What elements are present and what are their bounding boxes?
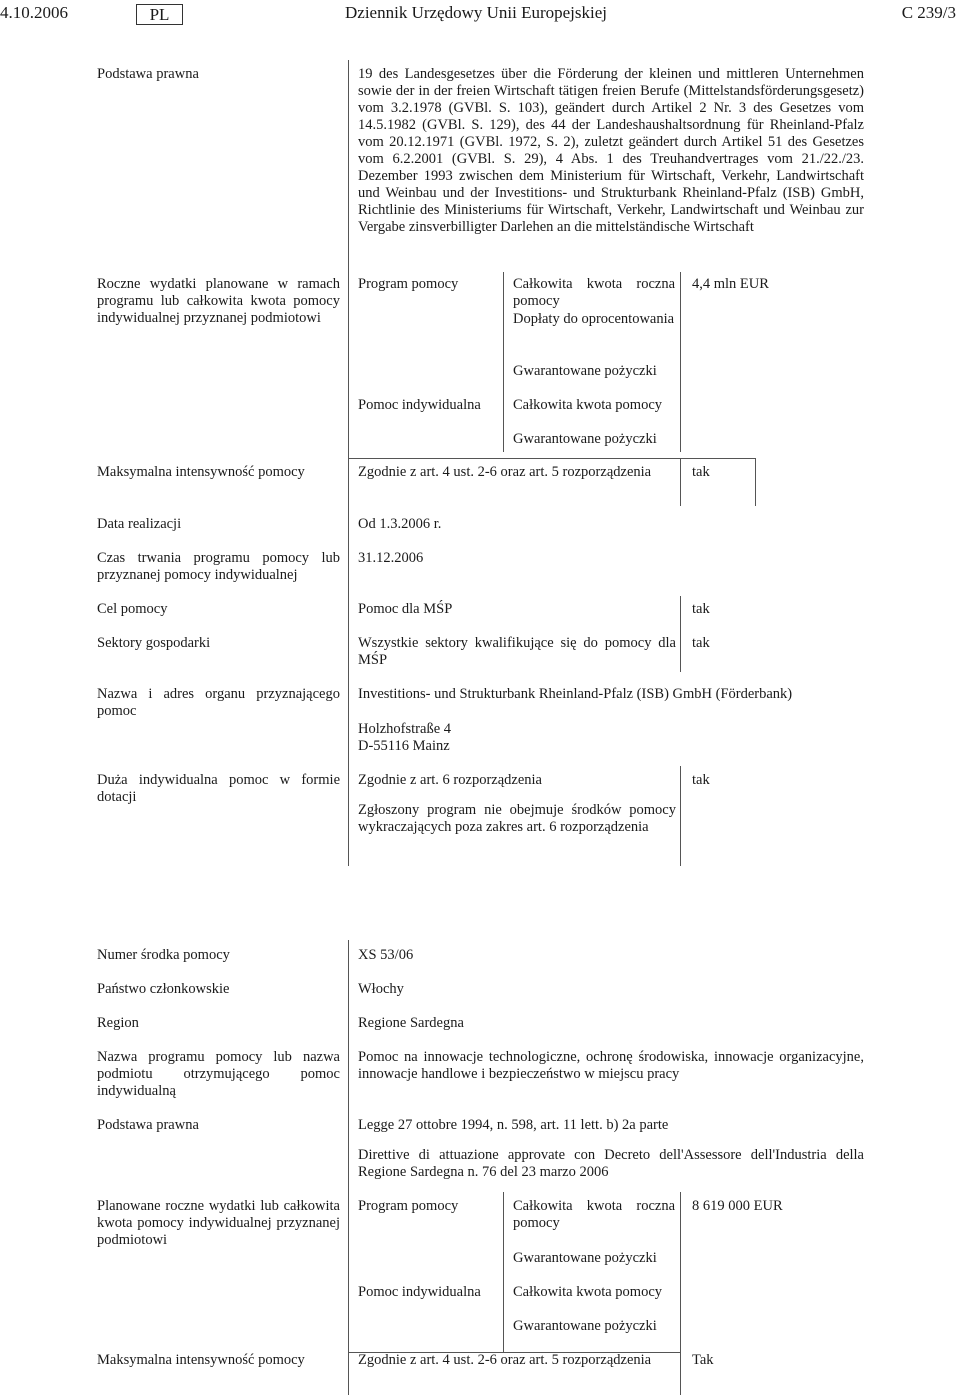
duration-value: 31.12.2006 <box>358 550 424 566</box>
interest-subsidy: Dopłaty do oprocentowania <box>513 311 675 327</box>
sectors-yes: tak <box>692 635 710 651</box>
authority-name: Investitions- und Strukturbank Rheinland-Pfalz (ISB) GmbH (Förderbank) <box>358 686 793 702</box>
individual-aid-label: Pomoc indywidualna <box>358 397 481 413</box>
guaranteed-loans: Gwarantowane pożyczki <box>513 1318 657 1334</box>
column-divider <box>680 766 681 866</box>
column-divider <box>503 1192 504 1352</box>
measure-number-label: Numer środka pomocy <box>97 947 230 963</box>
large-aid-value: Zgodnie z art. 6 rozporządzenia <box>358 772 542 788</box>
member-state-label: Państwo członkowskie <box>97 981 230 997</box>
authority-label: Nazwa i adres organu przyznającego pomoc <box>97 686 340 719</box>
column-divider <box>503 272 504 452</box>
legal-basis-value: Legge 27 ottobre 1994, n. 598, art. 11 lett. b) 2a parte <box>358 1117 669 1133</box>
large-aid-note: Zgłoszony program nie obejmuje środków pomocy wykraczających poza zakres art. 6 rozporządzenia <box>358 802 676 835</box>
total-aid: Całkowita kwota pomocy <box>513 397 663 413</box>
guaranteed-loans: Gwarantowane pożyczki <box>513 1250 657 1266</box>
large-aid-label: Duża indywidualna pomoc w formie dotacji <box>97 772 340 805</box>
objective-yes: tak <box>692 601 710 617</box>
aid-amount: 4,4 mln EUR <box>692 276 769 292</box>
max-intensity-yes: Tak <box>692 1352 714 1368</box>
authority-city: D-55116 Mainz <box>358 738 450 754</box>
member-state-value: Włochy <box>358 981 404 997</box>
authority-street: Holzhofstraße 4 <box>358 721 452 737</box>
region-value: Regione Sardegna <box>358 1015 464 1031</box>
max-intensity-yes: tak <box>692 464 710 480</box>
max-intensity-label: Maksymalna intensywność pomocy <box>97 464 305 480</box>
column-divider <box>680 1352 681 1395</box>
impl-date-label: Data realizacji <box>97 516 182 532</box>
sectors-value: Wszystkie sektory kwalifikujące się do pomocy dla MŚP <box>358 635 676 668</box>
max-intensity-value: Zgodnie z art. 4 ust. 2-6 oraz art. 5 rozporządzenia <box>358 1352 652 1368</box>
sectors-label: Sektory gospodarki <box>97 635 211 651</box>
issue-date: 4.10.2006 <box>0 3 68 22</box>
page-reference: C 239/3 <box>901 3 956 22</box>
total-annual-aid: Całkowita kwota roczna pomocy <box>513 276 675 309</box>
total-aid: Całkowita kwota pomocy <box>513 1284 663 1300</box>
column-divider <box>680 1192 681 1352</box>
measure-number-value: XS 53/06 <box>358 947 414 963</box>
program-label: Program pomocy <box>358 1198 459 1214</box>
planned-spending-label: Planowane roczne wydatki lub całkowita kwota pomocy indywidualnej przyznanej podmiotowi <box>97 1198 340 1248</box>
objective-label: Cel pomocy <box>97 601 168 617</box>
column-divider <box>680 458 681 506</box>
legal-basis-directive: Direttive di attuazione approvate con Decreto dell'Assessore dell'Industria della Regione Sardegna n. 76 del 23 marzo 2006 <box>358 1147 864 1180</box>
annual-spending-label: Roczne wydatki planowane w ramach programu lub całkowita kwota pomocy indywidualnej przyznanej podmiotowi <box>97 276 340 326</box>
objective-value: Pomoc dla MŚP <box>358 601 453 617</box>
max-intensity-label: Maksymalna intensywność pomocy <box>97 1352 305 1368</box>
journal-title: Dziennik Urzędowy Unii Europejskiej <box>345 3 608 22</box>
programme-name-value: Pomoc na innowacje technologiczne, ochronę środowiska, innowacje organizacyjne, innowacje handlowe i bezpieczeństwo w miejscu pracy <box>358 1049 864 1082</box>
aid-amount: 8 619 000 EUR <box>692 1198 783 1214</box>
duration-label: Czas trwania programu pomocy lub przyznanej pomocy indywidualnej <box>97 550 340 583</box>
legal-basis-text: 19 des Landesgesetzes über die Förderung der kleinen und mittleren Unternehmen sowie der in der freien Wirtschaft tätigen freien Berufe (Mittelstandsförderungsgesetz) vom 3.2.1978 (GVBl. S. 103), geändert durch Artikel 2 Nr. 3 des Gesetzes vom 14.5.1982 (GVBl. S. 129), des 44 der Landeshaushaltsordnung für Rheinland-Pfalz vom 20.12.1971 (GVBl. 1972, S. 2), zuletzt geändert durch Artikel 51 des Gesetzes vom 6.2.2001 (GVBl. S. 29), 4 Abs. 1 des Treuhandvertrages vom 21./22./23. Dezember 1993 zwischen dem Ministerium für Wirtschaft, Verkehr, Landwirtschaft und Weinbau und der Investitions- und Strukturbank Rheinland-Pfalz (ISB) GmbH, Richtlinie des Ministeriums für Wirtschaft, Verkehr, Landwirtschaft und Weinbau zur Vergabe zinsverbilligter Darlehen an die mittelständische Wirtschaft <box>358 66 864 235</box>
row-divider <box>348 458 755 459</box>
program-label: Program pomocy <box>358 276 459 292</box>
individual-aid-label: Pomoc indywidualna <box>358 1284 481 1300</box>
max-intensity-value: Zgodnie z art. 4 ust. 2-6 oraz art. 5 rozporządzenia <box>358 464 652 480</box>
guaranteed-loans: Gwarantowane pożyczki <box>513 363 657 379</box>
column-divider <box>348 60 349 866</box>
total-annual-aid: Całkowita kwota roczna pomocy <box>513 1198 675 1231</box>
large-aid-yes: tak <box>692 772 710 788</box>
legal-basis-label: Podstawa prawna <box>97 66 199 82</box>
programme-name-label: Nazwa programu pomocy lub nazwa podmiotu otrzymującego pomoc indywidualną <box>97 1049 340 1099</box>
region-label: Region <box>97 1015 139 1031</box>
legal-basis-label: Podstawa prawna <box>97 1117 199 1133</box>
column-divider <box>680 272 681 452</box>
guaranteed-loans: Gwarantowane pożyczki <box>513 431 657 447</box>
column-divider <box>348 940 349 1395</box>
language-badge: PL <box>136 4 183 25</box>
column-divider <box>680 596 681 672</box>
column-divider <box>755 458 756 506</box>
impl-date-value: Od 1.3.2006 r. <box>358 516 442 532</box>
